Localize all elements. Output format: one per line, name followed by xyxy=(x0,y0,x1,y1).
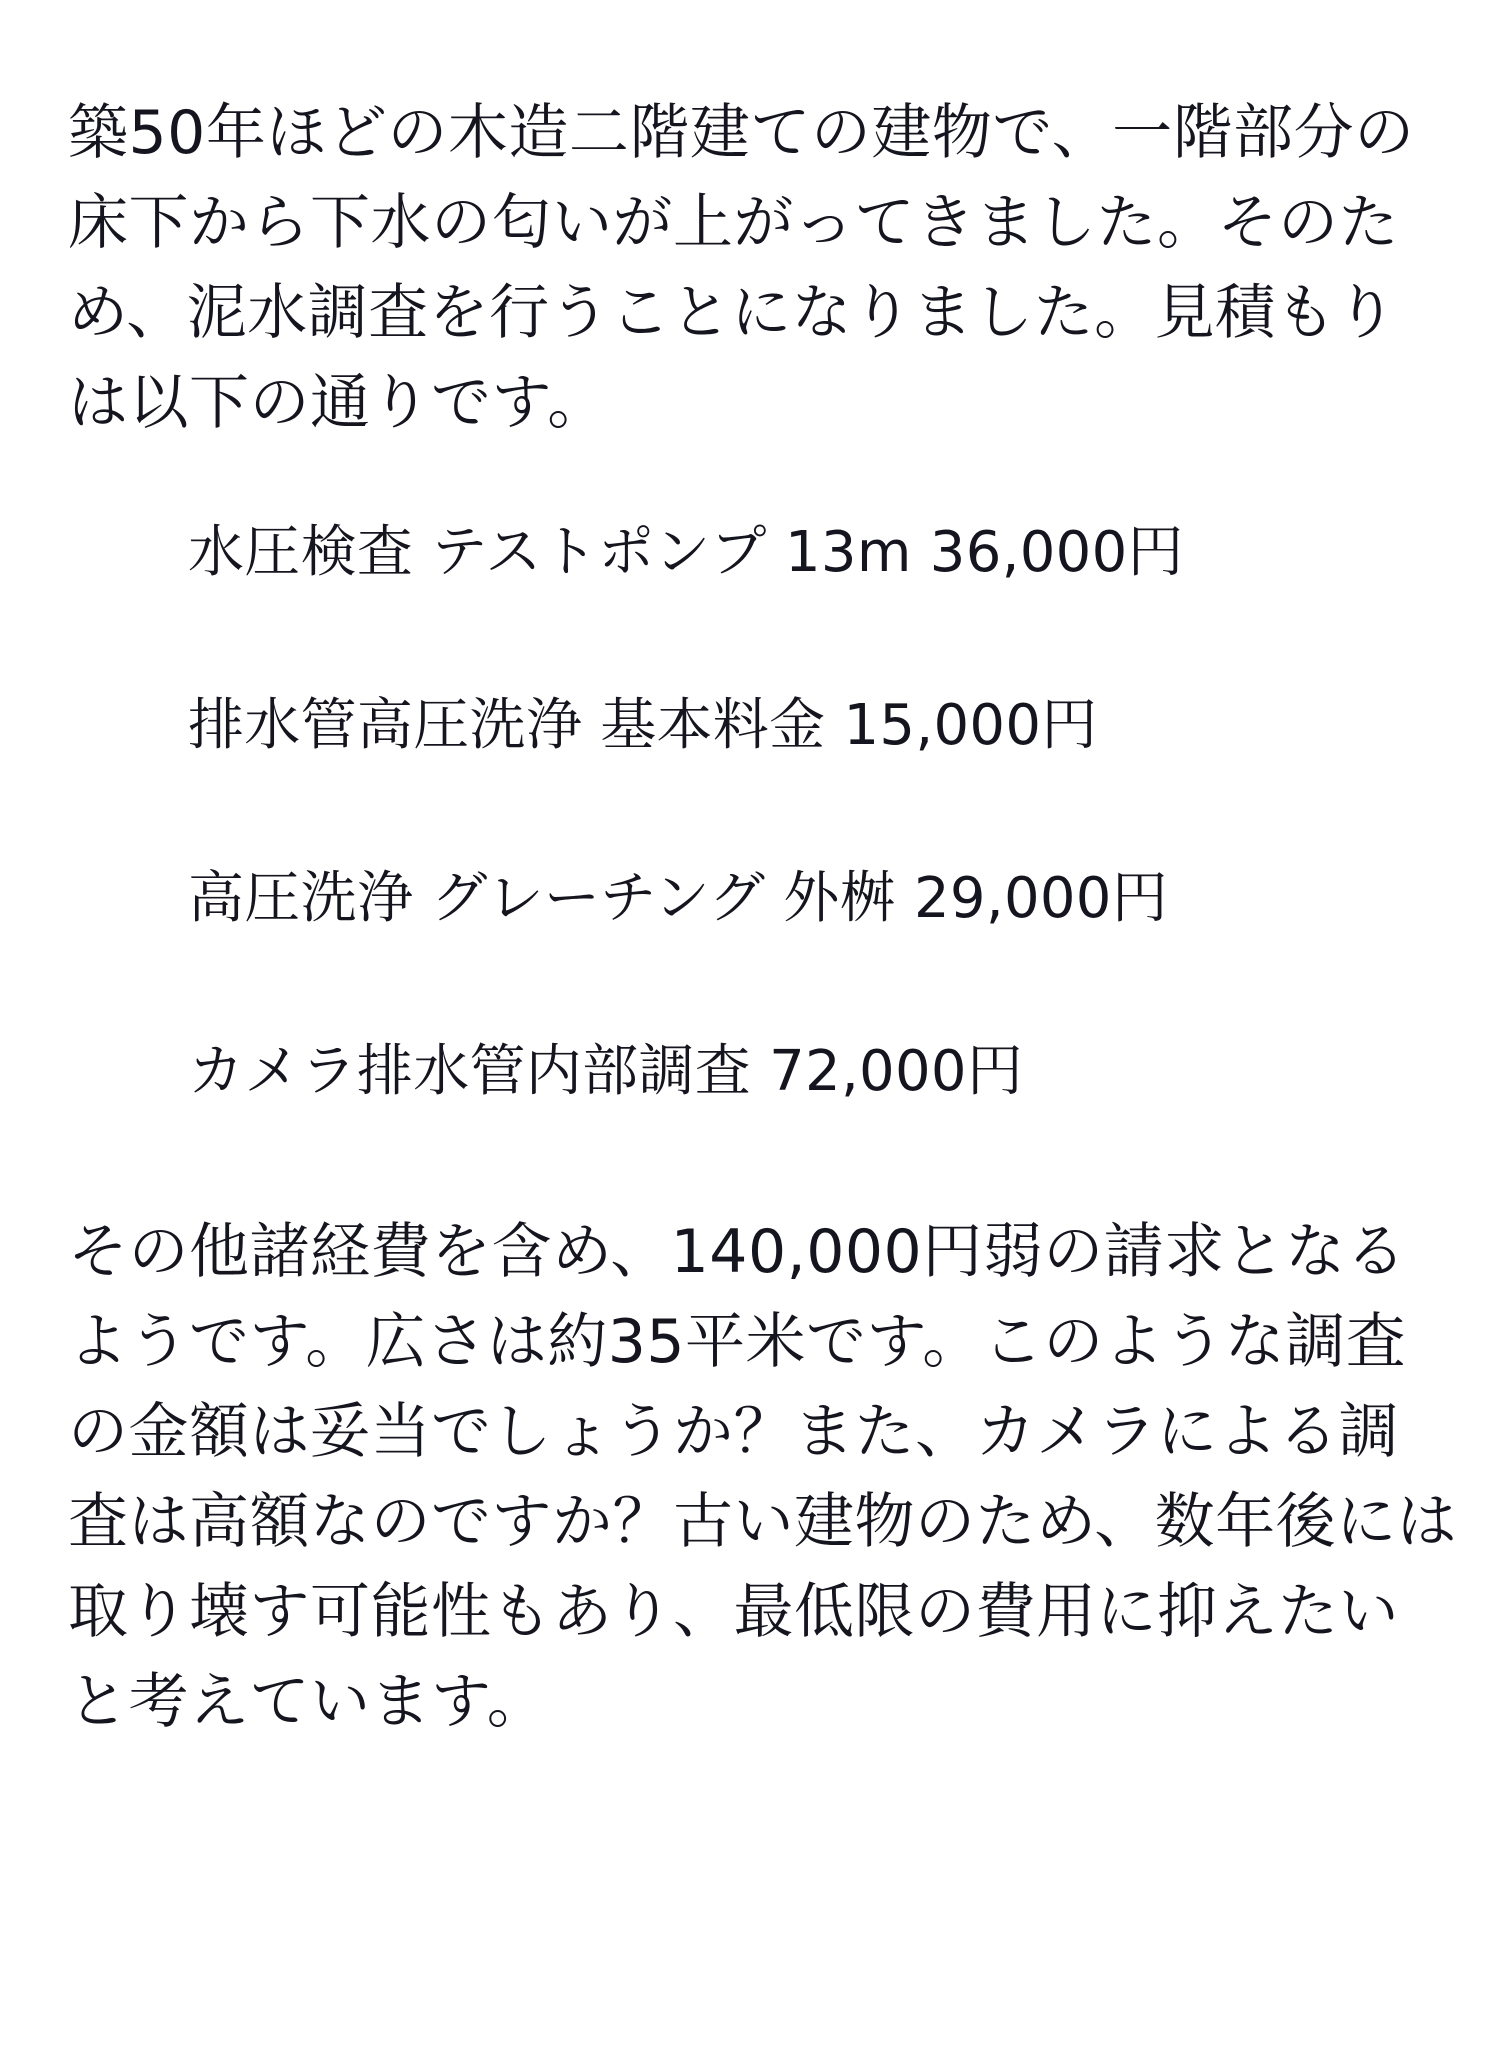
estimate-list xyxy=(68,518,1440,1107)
estimate-item-water-pressure-test: 水圧検査 テストポンプ 13m 36,000円 xyxy=(188,520,1184,585)
estimate-item-high-pressure-base: 排水管高圧洗浄 基本料金 15,000円 xyxy=(188,693,1098,758)
intro-paragraph: 築50年ほどの木造二階建ての建物で、一階部分の床下から下水の匂いが上がってきました。そのため、泥水調査を行うことになりました。見積もりは以下の通りです。 xyxy=(68,98,1415,438)
estimate-item-grating-catch-basin: 高圧洗浄 グレーチング 外桝 29,000円 xyxy=(188,866,1169,931)
closing-paragraph: その他諸経費を含め、140,000円弱の請求となるようです。広さは約35平米です。このような調査の金額は妥当でしょうか？また、カメラによる調査は高額なのですか？古い建物のため、数年後には取り壊す可能性もあり、最低限の費用に抑えたいと考えています。 xyxy=(68,1217,1458,1737)
estimate-item-camera-inspection: カメラ排水管内部調査 72,000円 xyxy=(188,1039,1024,1104)
